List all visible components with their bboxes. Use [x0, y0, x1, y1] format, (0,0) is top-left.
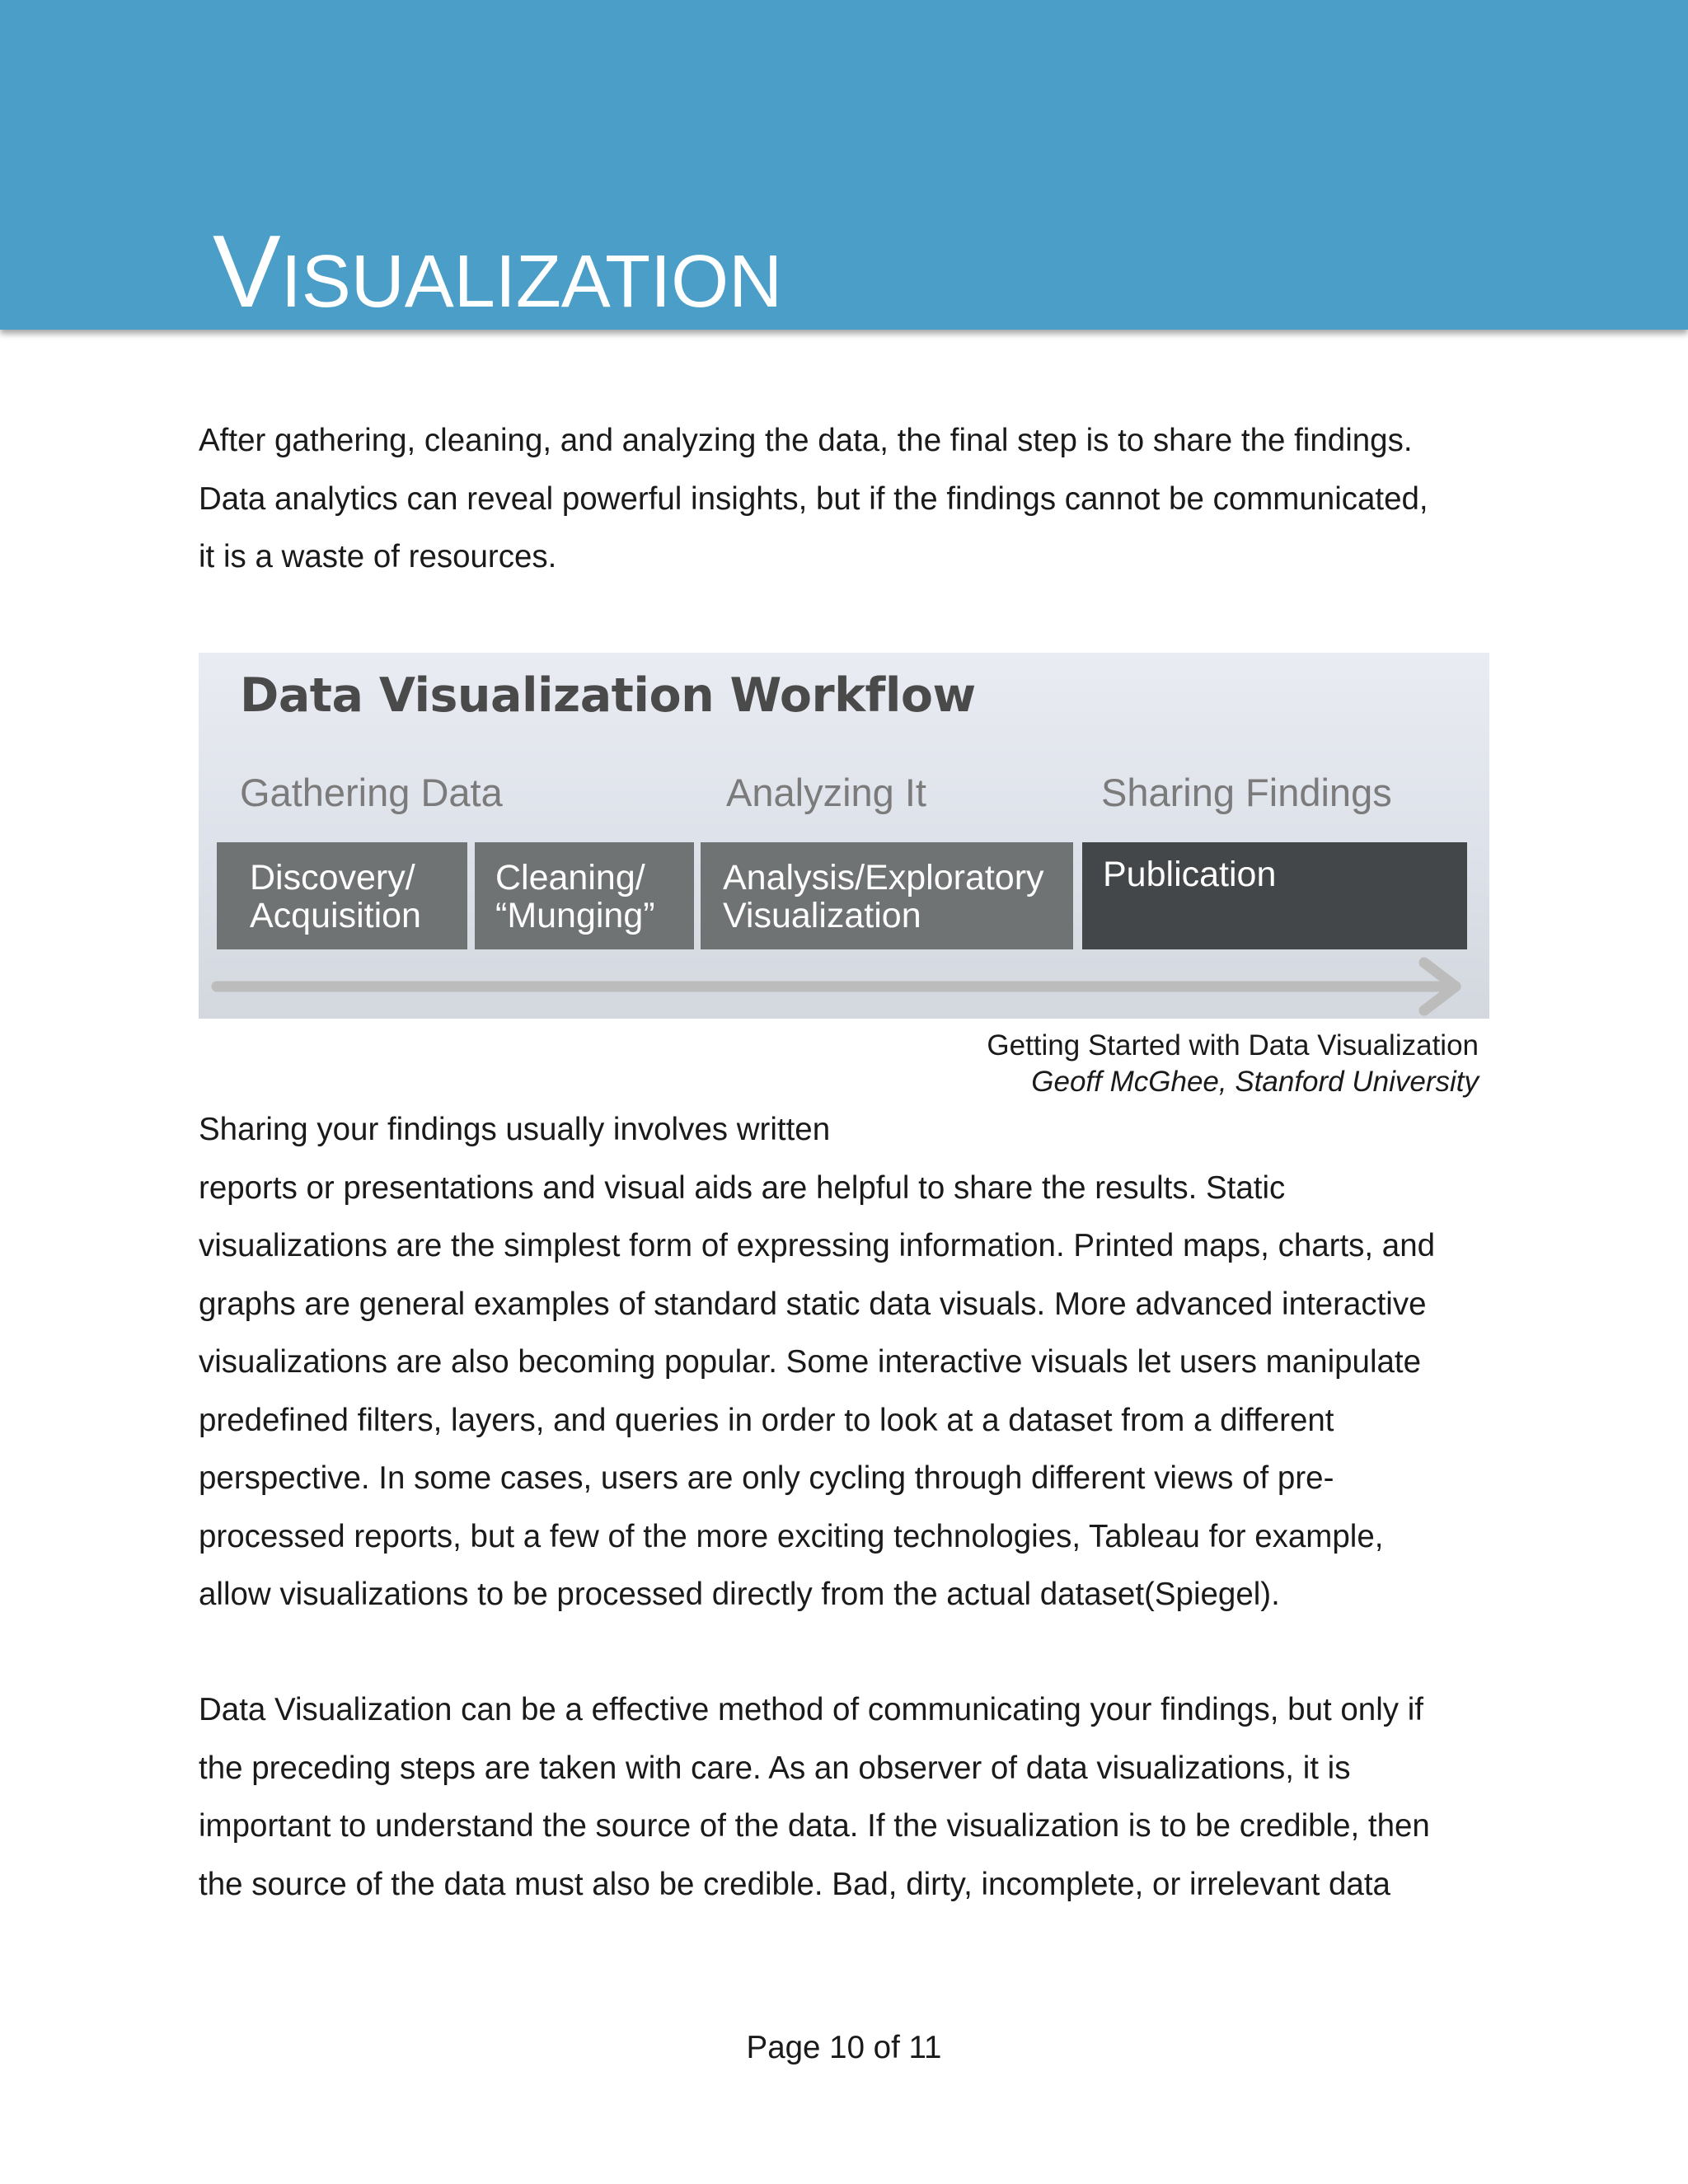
intro-line: it is a waste of resources. [199, 539, 557, 574]
stage-label-sharing: Sharing Findings [1101, 771, 1392, 814]
body-paragraph-2 [199, 1681, 1501, 1914]
caption-author: Geoff McGhee, Stanford University [1031, 1066, 1479, 1098]
workflow-box-analysis [701, 842, 1073, 949]
workflow-figure [199, 653, 1489, 1019]
workflow-box-publication [1082, 842, 1467, 949]
body-line: Sharing your findings usually involves written [199, 1112, 831, 1147]
intro-line: After gathering, cleaning, and analyzing the data, the final step is to share the findings. [199, 423, 1413, 458]
body-line: Data Visualization can be a effective method of communicating your findings, but only if [199, 1692, 1423, 1727]
body-paragraph-1 [199, 1101, 1501, 1624]
body-line: visualizations are also becoming popular. Some interactive visuals let users manipulate [199, 1344, 1422, 1380]
figure-caption [987, 1028, 1479, 1100]
body-line: graphs are general examples of standard static data visuals. More advanced interactive [199, 1286, 1427, 1322]
page-number: Page 10 of 11 [746, 2030, 942, 2065]
workflow-box-cleaning [475, 842, 694, 949]
box-line: Publication [1103, 855, 1277, 894]
box-line: Acquisition [250, 896, 421, 935]
caption-title: Getting Started with Data Visualization [987, 1029, 1479, 1062]
box-line: Visualization [723, 896, 921, 935]
workflow-box-discovery [217, 842, 467, 949]
box-line: Discovery/ [250, 858, 415, 898]
page-title-initial: V [213, 215, 281, 329]
box-line: Cleaning/ [495, 858, 645, 898]
body-line: the preceding steps are taken with care. As an observer of data visualizations, it is [199, 1750, 1351, 1786]
body-line: predefined filters, layers, and queries in order to look at a dataset from a different [199, 1402, 1334, 1438]
body-line: important to understand the source of the data. If the visualization is to be credible, then [199, 1808, 1430, 1844]
intro-paragraph [199, 412, 1501, 587]
body-line: the source of the data must also be credible. Bad, dirty, incomplete, or irrelevant data [199, 1866, 1390, 1902]
box-line: Analysis/Exploratory [723, 858, 1044, 898]
box-line: “Munging” [495, 896, 655, 935]
stage-label-analyzing: Analyzing It [726, 771, 926, 814]
stage-label-gathering: Gathering Data [240, 771, 503, 814]
page-title [213, 215, 783, 331]
body-line: allow visualizations to be processed directly from the actual dataset(Spiegel). [199, 1577, 1280, 1612]
body-line: perspective. In some cases, users are only cycling through different views of pre- [199, 1460, 1334, 1496]
body-line: reports or presentations and visual aids are helpful to share the results. Static [199, 1169, 1286, 1206]
workflow-title: Data Visualization Workflow [240, 668, 976, 723]
body-line: processed reports, but a few of the more exciting technologies, Tableau for example, [199, 1518, 1384, 1554]
body-line: visualizations are the simplest form of expressing information. Printed maps, charts, and [199, 1228, 1436, 1263]
intro-line: Data analytics can reveal powerful insights, but if the findings cannot be communicated, [199, 480, 1428, 517]
page-title-rest: ISUALIZATION [280, 241, 783, 323]
